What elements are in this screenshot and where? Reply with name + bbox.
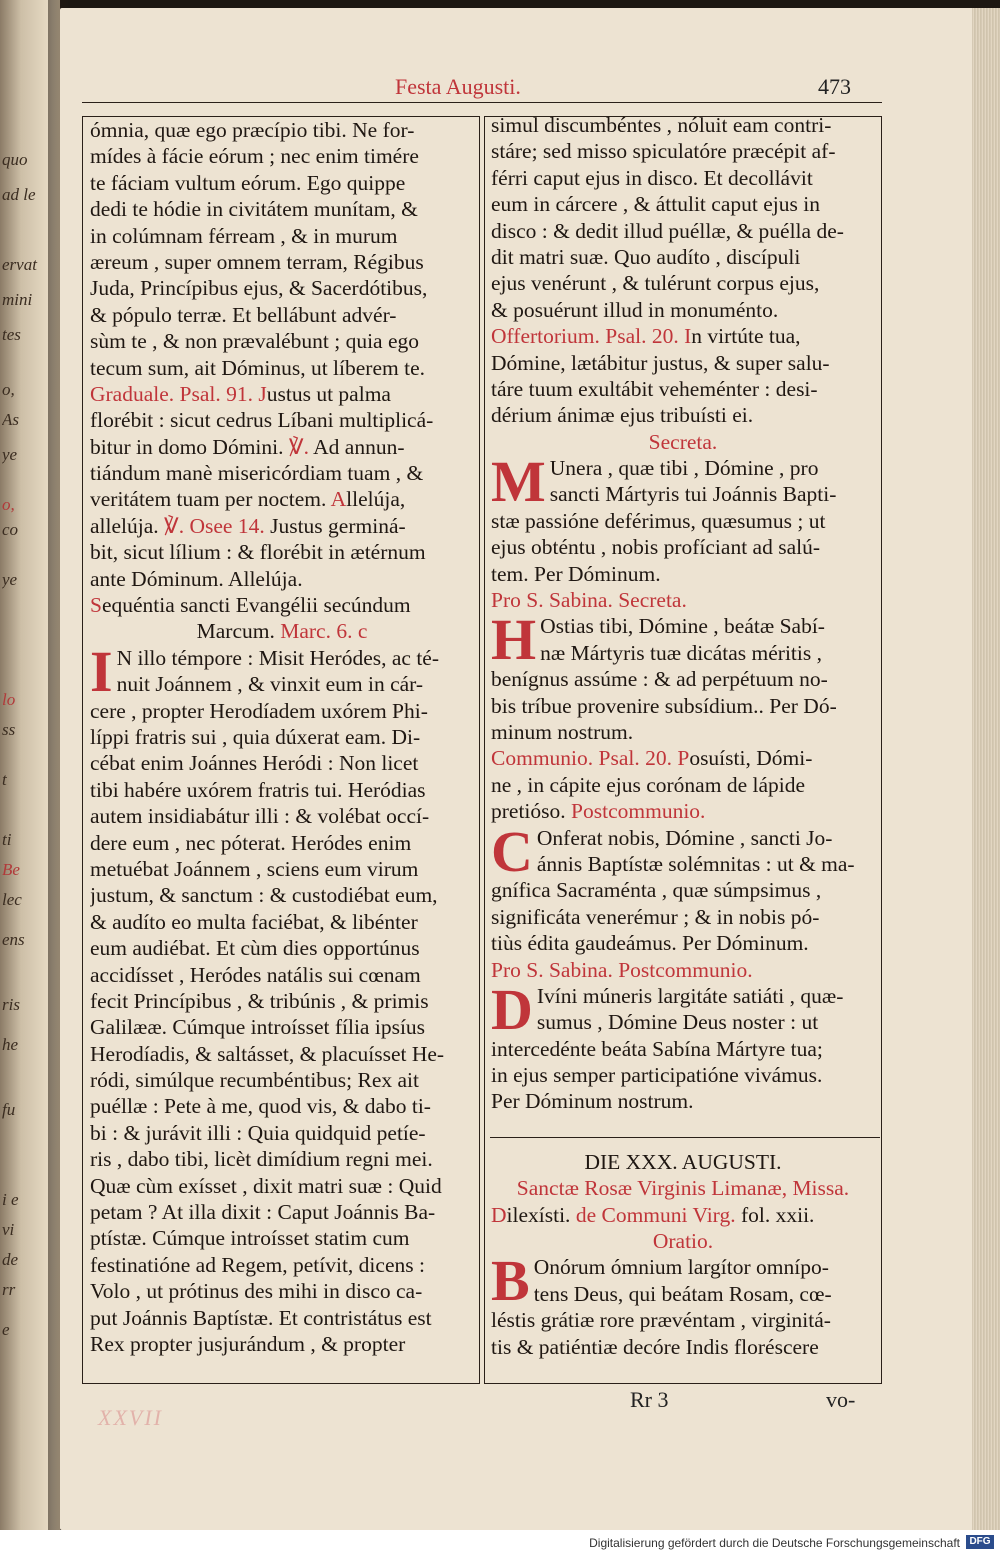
facing-page-fragment: vi xyxy=(2,1220,15,1239)
text-line xyxy=(90,803,474,829)
line-text: Dómine, lætábitur justus, & super salu- xyxy=(491,350,830,375)
line-text: veritátem tuam per noctem. xyxy=(90,487,331,512)
text-line xyxy=(491,877,875,903)
text-line xyxy=(90,882,474,908)
rubric-text: Sanctæ Rosæ Virginis Limanæ, Missa. xyxy=(516,1176,850,1201)
facing-page-fragment: o, xyxy=(2,495,15,514)
line-text: significáta venerémur ; & in nobis pó- xyxy=(491,904,820,929)
facing-page-fragment: ye xyxy=(2,570,18,589)
line-text: disco : & dedit illud puéllæ, & puélla de- xyxy=(491,218,844,243)
drop-capital: D xyxy=(491,976,533,1042)
facing-page-fragment: quo xyxy=(2,150,28,169)
text-line xyxy=(117,671,474,697)
header-rule xyxy=(82,102,882,103)
text-line xyxy=(90,935,474,961)
facing-page-fragment: Be xyxy=(2,860,20,879)
line-text: put Joánnis Baptístæ. Et contristátus est xyxy=(90,1305,432,1330)
text-line xyxy=(491,772,875,798)
facing-page-fragment: ris xyxy=(2,995,20,1014)
facing-page-fragment: ti xyxy=(2,830,12,849)
line-text: Unera , quæ tibi , Dómine , pro xyxy=(549,456,819,481)
line-text: intercedénte beáta Sabína Mártyre tua; xyxy=(491,1036,823,1061)
text-line xyxy=(90,988,474,1014)
facing-page-fragment: ad le xyxy=(2,185,36,204)
rubric-text: ℣. Osee 14. xyxy=(164,513,271,538)
line-text: petam ? At illa dixit : Caput Joánnis Ba- xyxy=(90,1200,436,1225)
line-text: simul discumbéntes , nóluit eam contri- xyxy=(491,113,832,137)
line-text: tens Deus, qui beátam Rosam, cœ- xyxy=(533,1281,832,1306)
text-line xyxy=(90,1305,474,1331)
text-line xyxy=(491,1036,875,1062)
text-line xyxy=(491,323,875,349)
text-line xyxy=(90,1331,474,1357)
line-text: llelúja, xyxy=(346,487,406,512)
text-line xyxy=(90,1146,474,1172)
text-line xyxy=(491,904,875,930)
text-line xyxy=(90,302,474,328)
facing-page-fragment: ss xyxy=(2,720,16,739)
facing-page-fragment: he xyxy=(2,1035,19,1054)
line-text: festinatióne ad Regem, petívit, dicens : xyxy=(90,1252,425,1277)
rubric-text: Postcommunio. xyxy=(571,799,706,824)
rubric-text: Pro S. Sabina. Postcommunio. xyxy=(491,957,753,982)
text-line xyxy=(90,909,474,935)
facing-page-fragment: de xyxy=(2,1250,19,1269)
drop-capital: I xyxy=(90,638,113,704)
text-line xyxy=(491,508,875,534)
signature-mark: Rr 3 xyxy=(630,1387,669,1412)
text-line xyxy=(491,534,875,560)
page-edges xyxy=(972,8,1000,1530)
digitization-footer xyxy=(0,1530,1000,1557)
line-text: & audíto eo multa faciébat, & libénter xyxy=(90,909,418,934)
text-line xyxy=(90,434,474,460)
text-line xyxy=(90,381,474,407)
line-text: Juda, Princípibus ejus, & Sacerdótibus, xyxy=(90,276,428,301)
text-line xyxy=(90,1067,474,1093)
drop-capital: M xyxy=(491,449,546,515)
line-text: stáre; sed misso spiculatóre præcépit af- xyxy=(491,139,836,164)
line-text: dedi te hódie in civitátem munítam, & xyxy=(90,197,418,222)
facing-page-fragment: ervat xyxy=(2,255,37,274)
line-text: sancti Mártyris tui Joánnis Bapti- xyxy=(549,482,837,507)
facing-page-fragment: lec xyxy=(2,890,22,909)
line-text: cere , propter Herodíadem uxórem Phi- xyxy=(90,698,428,723)
text-line xyxy=(491,350,875,376)
text-line xyxy=(491,1307,875,1333)
line-text: minum nostrum. xyxy=(491,719,634,744)
line-text: Volo , ut prótinus des mihi in disco ca- xyxy=(90,1279,423,1304)
line-text: ródi, simúlque recumbéntibus; Rex ait xyxy=(90,1068,420,1093)
text-line xyxy=(491,297,875,323)
line-text: mídes à fácie eórum ; nec enim timére xyxy=(90,144,419,169)
text-line xyxy=(491,429,875,455)
text-line xyxy=(537,851,875,877)
line-text: fecit Princípibus , & tribúnis , & primis xyxy=(90,988,429,1013)
text-line xyxy=(491,561,875,587)
text-line xyxy=(491,719,875,745)
line-text: n virtúte tua, xyxy=(691,324,801,349)
facing-page-fragment: t xyxy=(2,770,7,789)
line-text: bitur in domo Dómini. xyxy=(90,434,289,459)
line-text: ne , in cápite ejus corónam de lápide xyxy=(491,772,806,797)
drop-capital: B xyxy=(491,1248,530,1314)
drop-capital: C xyxy=(491,818,533,884)
line-text: accidísset , Heródes natális sui cœnam xyxy=(90,962,421,987)
line-text: fol. xxii. xyxy=(740,1202,815,1227)
line-text: eum in cárcere , & áttulit caput ejus in xyxy=(491,192,820,217)
catchword: vo- xyxy=(826,1387,856,1412)
facing-page-fragment: i e xyxy=(2,1190,19,1209)
text-line xyxy=(90,196,474,222)
line-text: justum, & sanctum : & custodiébat eum, xyxy=(90,883,438,908)
line-text: næ Mártyris tuæ dicátas méritis , xyxy=(540,640,822,665)
rubric-text: Secreta. xyxy=(648,429,718,454)
text-line xyxy=(90,539,474,565)
line-text: tiándum manè misericórdiam tuam , & xyxy=(90,461,424,486)
line-text: N illo témpore : Misit Heródes, ac té- xyxy=(116,645,439,670)
text-line xyxy=(90,1199,474,1225)
line-text: ejus obténtu , nobis profíciant ad salú- xyxy=(491,535,820,560)
line-text: allelúja. xyxy=(90,513,165,538)
library-stamp: XXVII xyxy=(98,1405,163,1430)
line-text: ómnia, quæ ego præcípio tibi. Ne for- xyxy=(90,118,415,142)
text-line xyxy=(491,112,875,138)
text-line xyxy=(90,275,474,301)
line-text: Herodíadis, & saltásset, & placuísset He- xyxy=(90,1041,445,1066)
text-line xyxy=(90,223,474,249)
text-line xyxy=(491,1062,875,1088)
line-text: autem insidiabátur illi : & volébat occí- xyxy=(90,804,430,829)
text-line xyxy=(491,270,875,296)
line-text: æreum , super omnem terram, Régibus xyxy=(90,249,424,274)
rubric-text: Communio. Psal. 20. P xyxy=(491,746,690,771)
line-text: & pópulo terræ. Et bellábunt advér- xyxy=(90,302,397,327)
rubric-text: S xyxy=(90,593,102,618)
rubric-text: ℣. xyxy=(288,434,314,459)
text-line xyxy=(90,750,474,776)
text-line xyxy=(491,402,875,428)
line-text: & posuérunt illud in monuménto. xyxy=(491,297,779,322)
line-text: sùm te , & non prævalébunt ; quia ego xyxy=(90,329,420,354)
page-number: 473 xyxy=(818,74,851,99)
facing-page-fragment: mini xyxy=(2,290,33,309)
text-line xyxy=(491,1149,875,1175)
line-text: dere eum , nec póterat. Heródes enim xyxy=(90,830,412,855)
text-line xyxy=(491,930,875,956)
facing-page-fragment: tes xyxy=(2,325,21,344)
line-text: táre tuum exultábit veheménter : desi- xyxy=(491,376,818,401)
text-line xyxy=(491,1202,875,1228)
rubric-text: Graduale. Psal. 91. J xyxy=(90,381,267,406)
page-header xyxy=(0,74,1000,104)
rubric-text: Pro S. Sabina. Secreta. xyxy=(491,588,687,613)
line-text: ante Dóminum. Allelúja. xyxy=(90,566,303,591)
line-text: cébat enim Joánnes Heródi : Non licet xyxy=(90,751,419,776)
text-line xyxy=(90,698,474,724)
rubric-text: Oratio. xyxy=(652,1229,714,1254)
line-text: bis tríbue provenire subsídium.. Per Dó- xyxy=(491,693,837,718)
drop-capital: H xyxy=(491,607,537,673)
line-text: Onórum ómnium largítor omnípo- xyxy=(533,1255,829,1280)
line-text: gnífica Sacraménta , quæ súmpsimus , xyxy=(491,878,822,903)
text-line xyxy=(491,191,875,217)
line-text: eum audiébat. Et cùm dies opportúnus xyxy=(90,936,420,961)
line-text: Galilææ. Cúmque introísset fília ipsíus xyxy=(90,1015,426,1040)
line-text: Ad annun- xyxy=(313,434,405,459)
line-text: Justus germiná- xyxy=(270,513,406,538)
text-line xyxy=(90,143,474,169)
line-text: tis & patiéntiæ decóre Indis floréscere xyxy=(491,1334,819,1359)
line-text: DIE XXX. AUGUSTI. xyxy=(584,1149,782,1174)
facing-page-fragment: lo xyxy=(2,690,16,709)
text-line xyxy=(90,777,474,803)
line-text: Ostias tibi, Dómine , beátæ Sabí- xyxy=(540,614,825,639)
text-line xyxy=(491,1228,875,1254)
text-line xyxy=(491,693,875,719)
line-text: tibi habére uxórem fratris tui. Heródias xyxy=(90,777,426,802)
text-line xyxy=(90,592,474,618)
text-line xyxy=(90,1014,474,1040)
line-text: sumus , Dómine Deus noster : ut xyxy=(536,1010,819,1035)
line-text: bit, sicut lílium : & florébit in ætérnum xyxy=(90,540,426,565)
line-text: Ivíni múneris largitáte satiáti , quæ- xyxy=(536,983,844,1008)
text-line xyxy=(90,249,474,275)
line-text: líppi fratris sui , quia dúxerat eam. Di- xyxy=(90,724,421,749)
facing-page-fragment: ye xyxy=(2,445,18,464)
text-line xyxy=(534,1281,875,1307)
text-line xyxy=(491,165,875,191)
text-line xyxy=(491,587,875,613)
text-line xyxy=(491,745,875,771)
line-text: in ejus semper participatióne vivámus. xyxy=(491,1063,823,1088)
line-text: Onferat nobis, Dómine , sancti Jo- xyxy=(536,825,833,850)
text-line xyxy=(90,1252,474,1278)
text-line xyxy=(540,640,875,666)
text-line xyxy=(90,1173,474,1199)
text-line xyxy=(90,1120,474,1146)
line-text: dit matri suæ. Quo audíto , discípuli xyxy=(491,244,801,269)
line-text: in colúmnam férream , & in murum xyxy=(90,223,398,248)
text-line xyxy=(90,328,474,354)
text-line xyxy=(90,513,474,539)
line-text: puéllæ : Pete à me, quod vis, & dabo ti- xyxy=(90,1094,431,1119)
rubric-text: Offertorium. Psal. 20. I xyxy=(491,324,692,349)
text-line xyxy=(90,407,474,433)
line-text: stæ passióne deférimus, quæsumus ; ut xyxy=(491,508,826,533)
text-line xyxy=(90,460,474,486)
text-line xyxy=(550,481,875,507)
text-line xyxy=(491,244,875,270)
line-text: Per Dóminum nostrum. xyxy=(491,1089,694,1114)
section-separator xyxy=(490,1137,880,1138)
line-text: metuébat Joánnem , sciens eum virum xyxy=(90,856,419,881)
right-column-text xyxy=(491,112,875,1360)
line-text: osuísti, Dómi- xyxy=(689,746,813,771)
facing-page-fragment: o, xyxy=(2,380,15,399)
text-line xyxy=(491,1115,875,1149)
line-text: pretióso. xyxy=(491,799,572,824)
line-text: ptístæ. Cúmque introísset statim cum xyxy=(90,1226,410,1251)
line-text: dérium ánimæ ejus tribuísti ei. xyxy=(491,403,754,428)
text-line xyxy=(491,957,875,983)
facing-page-fragment: As xyxy=(2,410,19,429)
text-line xyxy=(491,218,875,244)
rubric-text: D xyxy=(491,1202,507,1227)
line-text: ris , dabo tibi, licèt dimídium regni mei. xyxy=(90,1147,433,1172)
facing-page-fragment: ens xyxy=(2,930,25,949)
rubric-text: de Communi Virg. xyxy=(575,1202,741,1227)
text-line xyxy=(90,1225,474,1251)
text-line xyxy=(90,170,474,196)
line-text: benígnus assúme : & ad perpétuum no- xyxy=(491,667,828,692)
rubric-text: A xyxy=(330,487,347,512)
text-line xyxy=(90,566,474,592)
facing-page-fragment: e xyxy=(2,1320,10,1339)
text-line xyxy=(491,138,875,164)
line-text: Marcum. xyxy=(196,619,281,644)
text-line xyxy=(90,486,474,512)
line-text: bi : & jurávit illi : Quia quidquid petíe- xyxy=(90,1120,426,1145)
line-text: Rex propter jusjurándum , & propter xyxy=(90,1331,406,1356)
dfg-logo-icon: DFG xyxy=(966,1535,994,1549)
line-text: nuit Joánnem , & vinxit eum in cár- xyxy=(116,672,424,697)
text-line xyxy=(491,666,875,692)
text-line xyxy=(491,376,875,402)
line-text: léstis grátiæ rore prævéntam , virginitá- xyxy=(491,1308,831,1333)
text-line xyxy=(90,830,474,856)
facing-page-fragment: rr xyxy=(2,1280,16,1299)
running-title: Festa Augusti. xyxy=(395,74,521,99)
text-line xyxy=(90,1278,474,1304)
line-text: ánnis Baptístæ solémnitas : ut & ma- xyxy=(536,851,855,876)
text-line xyxy=(491,1334,875,1360)
text-line xyxy=(90,117,474,143)
line-text: férri caput ejus in disco. Et decollávit xyxy=(491,165,813,190)
line-text: ustus ut palma xyxy=(266,381,391,406)
line-text: tecum sum, ait Dóminus, ut líberem te. xyxy=(90,355,425,380)
rubric-text: Marc. 6. c xyxy=(280,619,368,644)
line-text: ilexísti. xyxy=(506,1202,576,1227)
left-column-text xyxy=(90,117,474,1357)
funding-note: Digitalisierung gefördert durch die Deutsche Forschungsgemeinschaft xyxy=(589,1536,960,1550)
line-text: tem. Per Dóminum. xyxy=(491,561,661,586)
text-line xyxy=(537,1009,875,1035)
text-line xyxy=(90,355,474,381)
line-text: Quæ cùm exísset , dixit matri suæ : Quid xyxy=(90,1173,442,1198)
text-line xyxy=(90,618,474,644)
facing-page-fragment: co xyxy=(2,520,19,539)
text-line xyxy=(90,1093,474,1119)
line-text: tiùs édita gaudeámus. Per Dóminum. xyxy=(491,931,809,956)
text-line xyxy=(491,1088,875,1114)
line-text: florébit : sicut cedrus Líbani multiplicá- xyxy=(90,408,434,433)
facing-page-fragment: fu xyxy=(2,1100,16,1119)
text-line xyxy=(90,724,474,750)
text-line xyxy=(90,962,474,988)
text-line xyxy=(90,856,474,882)
text-line xyxy=(491,798,875,824)
line-text: ejus venérunt , & tulérunt corpus ejus, xyxy=(491,271,820,296)
text-line xyxy=(90,1041,474,1067)
line-text: te fáciam vultum eórum. Ego quippe xyxy=(90,170,406,195)
text-line xyxy=(491,1175,875,1201)
line-text: equéntia sancti Evangélii secúndum xyxy=(101,593,411,618)
